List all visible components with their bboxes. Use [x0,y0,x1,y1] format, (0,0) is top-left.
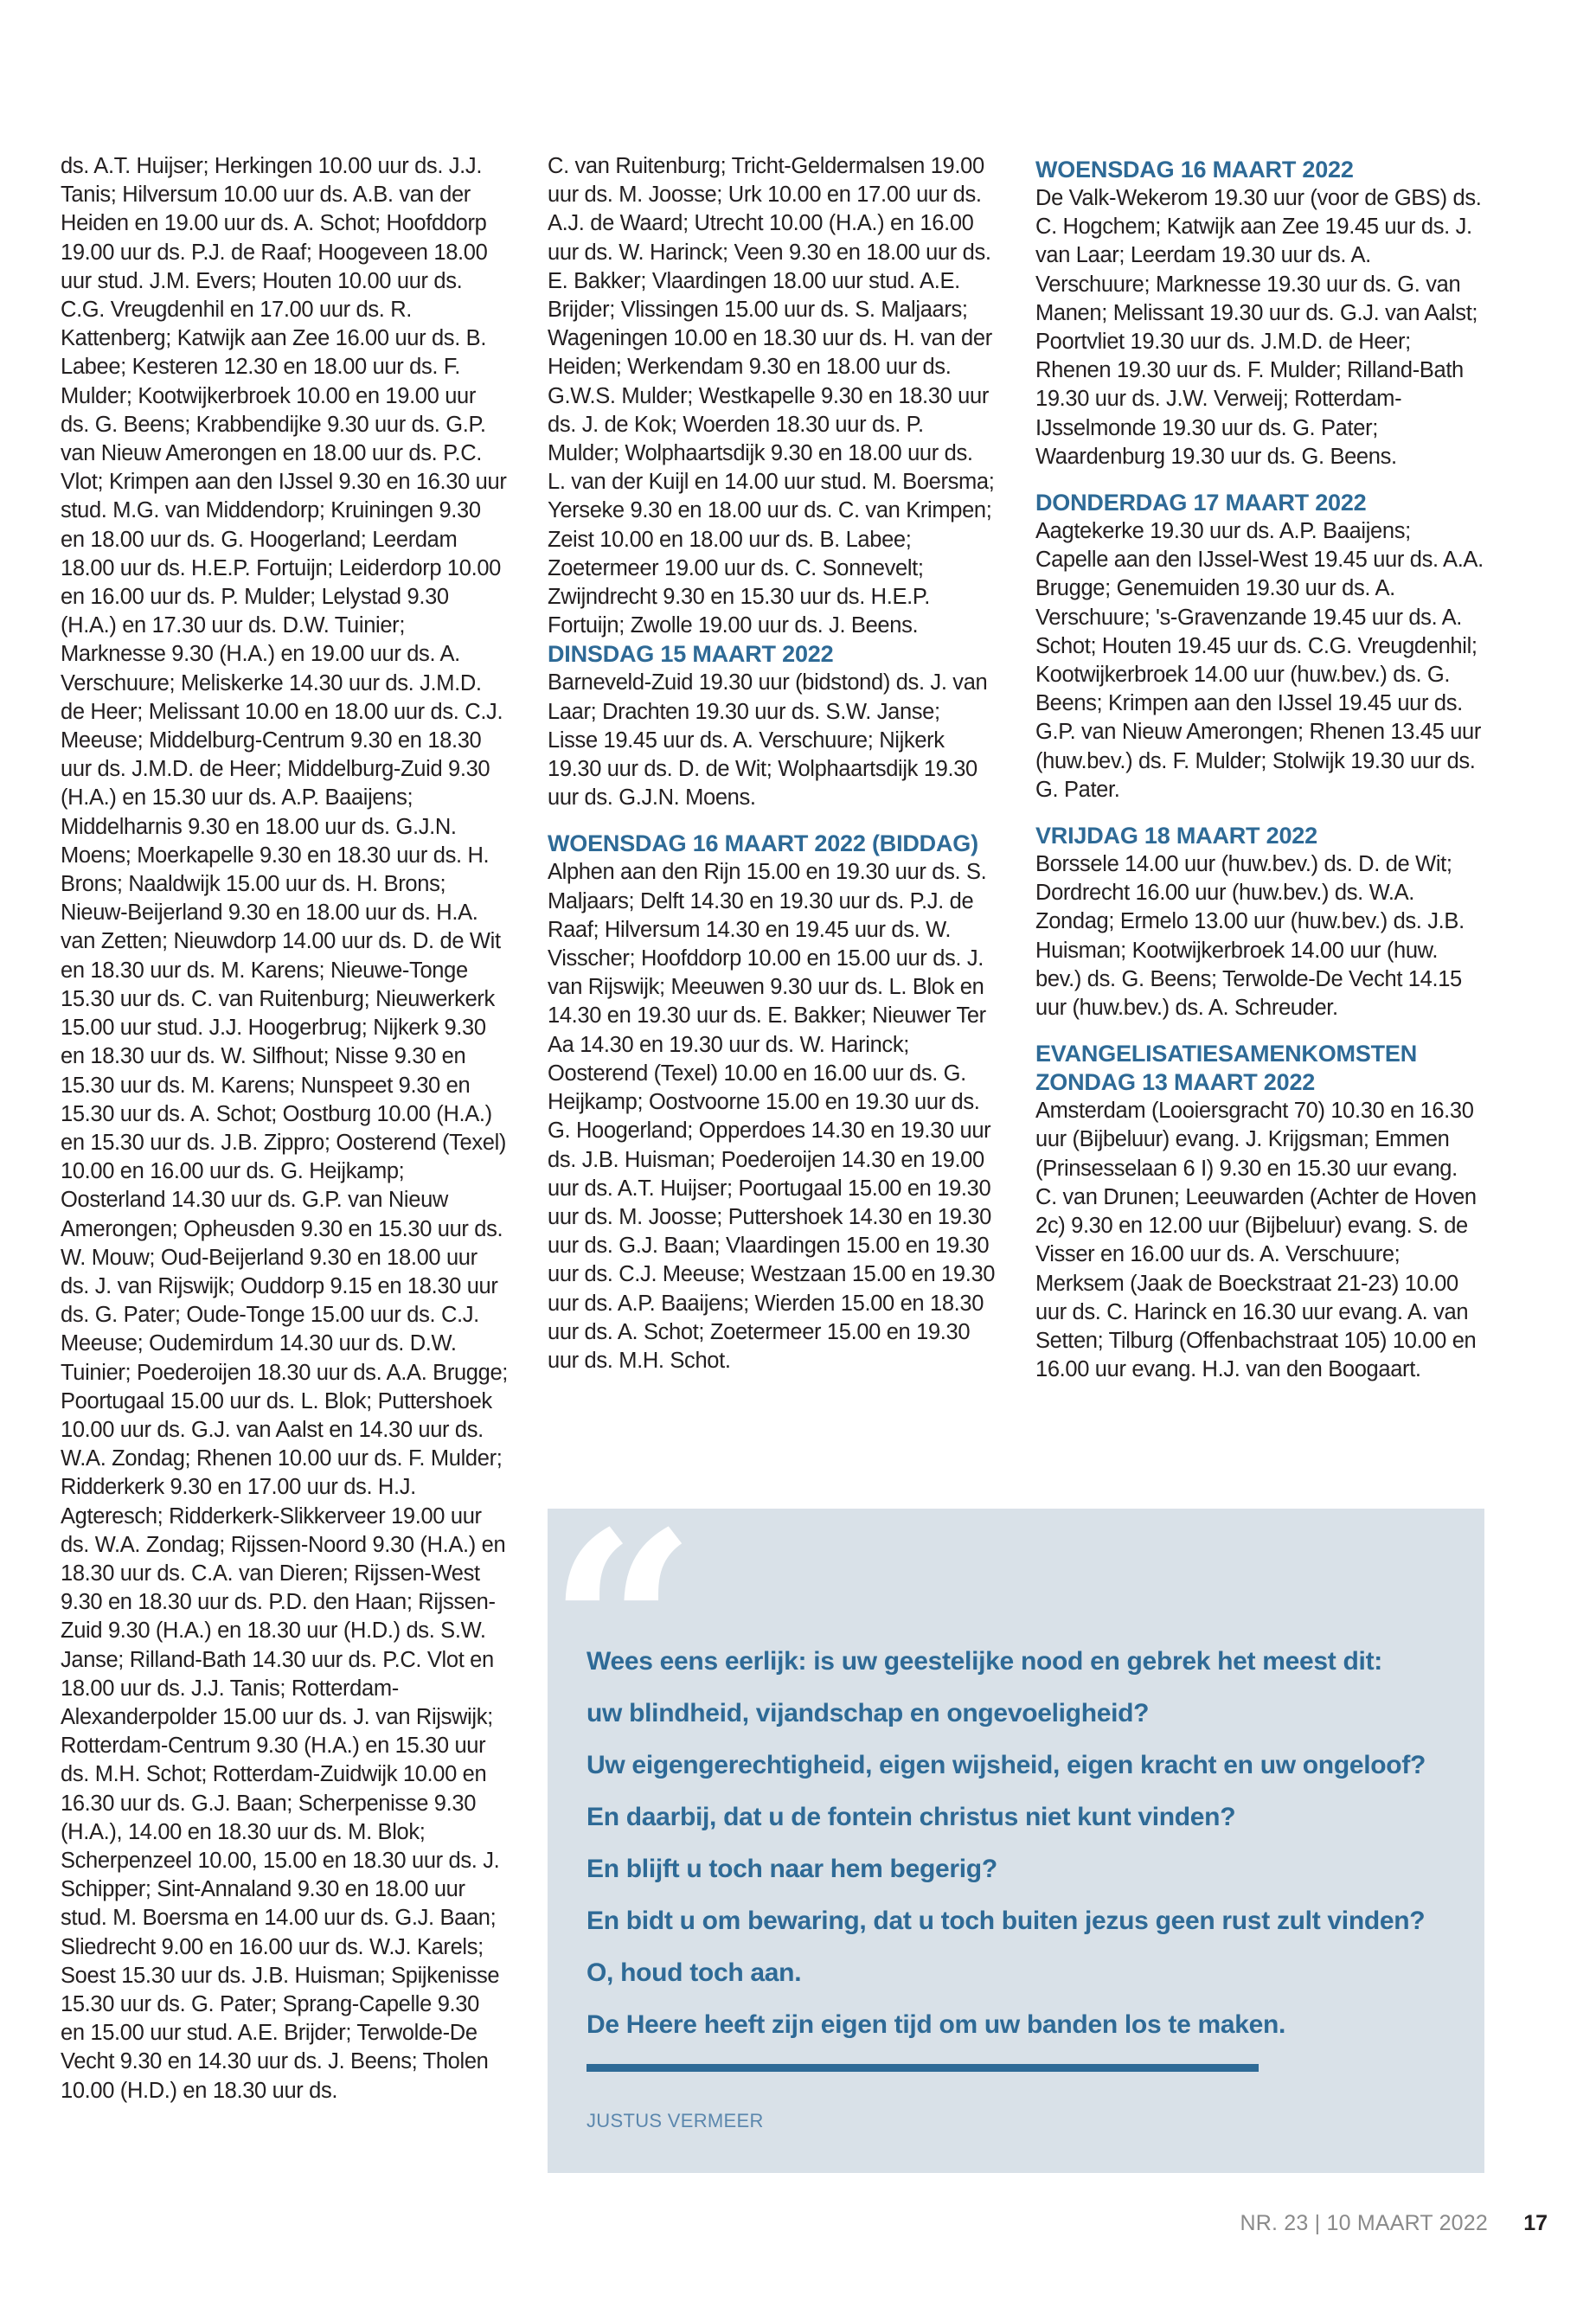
section-heading: EVANGELISATIESAMENKOMSTEN ZONDAG 13 MAART 2022 [1035,1041,1418,1096]
quote-mark-icon: “ [548,1475,697,1780]
section-heading: DONDERDAG 17 MAART 2022 [1035,490,1367,516]
section-text: Barneveld-Zuid 19.30 uur (bidstond) ds. J. van Laar; Drachten 19.30 uur ds. S.W. Janse; Lisse 19.45 uur ds. A. Verschuure; Nijkerk 19.30 uur ds. D. de Wit; Wolphaartsdijk 19.30 uur ds. G.J.N. Moens. [548,670,988,811]
section-woensdag-16-maart [1035,156,1484,471]
column-3 [1035,156,1484,1401]
section-text: Aagtekerke 19.30 uur ds. A.P. Baaijens; Capelle aan den IJssel-West 19.45 uur ds. A.A. Brugge; Genemuiden 19.30 uur ds. A. Verschuure; 's-Gravenzande 19.45 uur ds. A. Schot; Houten 19.45 uur ds. C.G. Vreugdenhil; Kootwijkerbroek 14.00 uur (huw.bev.) ds. G. Beens; Krimpen aan den IJssel 19.45 uur ds. G.P. van Nieuw Amerongen; Rhenen 13.45 uur (huw.bev.) ds. F. Mulder; Stolwijk 19.30 uur ds. G. Pater. [1035,519,1484,802]
section-text: Borssele 14.00 uur (huw.bev.) ds. D. de Wit; Dordrecht 16.00 uur (huw.bev.) ds. W.A. Zondag; Ermelo 13.00 uur (huw.bev.) ds. J.B. Huisman; Kootwijkerbroek 14.00 uur (huw. bev.) ds. G. Beens; Terwolde-De Vecht 14.15 uur (huw.bev.) ds. A. Schreuder. [1035,852,1465,1021]
quote-line: De Heere heeft zijn eigen tijd om uw banden los te maken. [586,2010,1286,2039]
section-text: De Valk-Wekerom 19.30 uur (voor de GBS) ds. C. Hogchem; Katwijk aan Zee 19.45 uur ds. J. van Laar; Leerdam 19.30 uur ds. A. Verschuure; Marknesse 19.30 uur ds. G. van Manen; Melissant 19.30 uur ds. G.J. van Aalst; Poortvliet 19.30 uur ds. J.M.D. de Heer; Rhenen 19.30 uur ds. F. Mulder; Rilland-Bath 19.30 uur ds. J.W. Verweij; Rotterdam-IJsselmonde 19.30 uur ds. G. Pater; Waardenburg 19.30 uur ds. G. Beens. [1035,186,1482,469]
column-1-text: ds. A.T. Huijser; Herkingen 10.00 uur ds. J.J. Tanis; Hilversum 10.00 uur ds. A.B. van der Heiden en 19.00 uur ds. A. Schot; Hoofddorp 19.00 uur ds. P.J. de Raaf; Hoogeveen 18.00 uur stud. J.M. Evers; Houten 10.00 uur ds. C.G. Vreugdenhil en 17.00 uur ds. R. Kattenberg; Katwijk aan Zee 16.00 uur ds. B. Labee; Kesteren 12.30 en 18.00 uur ds. F. Mulder; Kootwijkerbroek 10.00 en 19.00 uur ds. G. Beens; Krabbendijke 9.30 uur ds. G.P. van Nieuw Amerongen en 18.00 uur ds. P.C. Vlot; Krimpen aan den IJssel 9.30 en 16.30 uur stud. M.G. van Middendorp; Kruiningen 9.30 en 18.00 uur ds. G. Hoogerland; Leerdam 18.00 uur ds. H.E.P. Fortuijn; Leiderdorp 10.00 en 16.00 uur ds. P. Mulder; Lelystad 9.30 (H.A.) en 17.30 uur ds. D.W. Tuinier; Marknesse 9.30 (H.A.) en 19.00 uur ds. A. Verschuure; Meliskerke 14.30 uur ds. J.M.D. de Heer; Melissant 10.00 en 18.00 uur ds. C.J. Meeuse; Middelburg-Centrum 9.30 en 18.30 uur ds. J.M.D. de Heer; Middelburg-Zuid 9.30 (H.A.) en 15.30 uur ds. A.P. Baaijens; Middelharnis 9.30 en 18.00 uur ds. G.J.N. Moens; Moerkapelle 9.30 en 18.30 uur ds. H. Brons; Naaldwijk 15.00 uur ds. H. Brons; Nieuw-Beijerland 9.30 en 18.00 uur ds. H.A. van Zetten; Nieuwdorp 14.00 uur ds. D. de Wit en 18.30 uur ds. M. Karens; Nieuwe-Tonge 15.30 uur ds. C. van Ruitenburg; Nieuwerkerk 15.00 uur stud. J.J. Hoogerbrug; Nijkerk 9.30 en 18.30 uur ds. W. Silfhout; Nisse 9.30 en 15.30 uur ds. M. Karens; Nunspeet 9.30 en 15.30 uur ds. A. Schot; Oostburg 10.00 (H.A.) en 15.30 uur ds. J.B. Zippro; Oosterend (Texel) 10.00 en 16.00 uur ds. G. Heijkamp; Oosterland 14.30 uur ds. G.P. van Nieuw Amerongen; Opheusden 9.30 en 15.30 uur ds. W. Mouw; Oud-Beijerland 9.30 en 18.00 uur ds. J. van Rijswijk; Ouddorp 9.15 en 18.30 uur ds. G. Pater; Oude-Tonge 15.00 uur ds. C.J. Meeuse; Oudemirdum 14.30 uur ds. D.W. Tuinier; Poederoijen 18.30 uur ds. A.A. Brugge; Poortugaal 15.00 uur ds. L. Blok; Puttershoek 10.00 uur ds. G.J. van Aalst en 14.30 uur ds. W.A. Zondag; Rhenen 10.00 uur ds. F. Mulder; Ridderkerk 9.30 en 17.00 uur ds. H.J. Agteresch; Ridderkerk-Slikkerveer 19.00 uur ds. W.A. Zondag; Rijssen-Noord 9.30 (H.A.) en 18.30 uur ds. C.A. van Dieren; Rijssen-West 9.30 en 18.30 uur ds. P.D. den Haan; Rijssen-Zuid 9.30 (H.A.) en 18.30 uur (H.D.) ds. S.W. Janse; Rilland-Bath 14.30 uur ds. P.C. Vlot en 18.00 uur ds. J.J. Tanis; Rotterdam-Alexanderpolder 15.00 uur ds. J. van Rijswijk; Rotterdam-Centrum 9.30 (H.A.) en 15.30 uur ds. M.H. Schot; Rotterdam-Zuidwijk 10.00 en 16.30 uur ds. G.J. Baan; Scherpenisse 9.30 (H.A.), 14.00 en 18.30 uur ds. M. Blok; Scherpenzeel 10.00, 15.00 en 18.30 uur ds. J. Schipper; Sint-Annaland 9.30 en 18.00 uur stud. M. Boersma en 14.00 uur ds. G.J. Baan; Sliedrecht 9.00 en 16.00 uur ds. W.J. Karels; Soest 15.30 uur ds. J.B. Huisman; Spijkenisse 15.30 uur ds. G. Pater; Sprang-Capelle 9.30 en 15.00 uur stud. A.E. Brijder; Terwolde-De Vecht 9.30 en 14.30 uur ds. J. Beens; Tholen 10.00 (H.D.) en 18.30 uur ds. [61,154,509,2103]
quote-line: En blijft u toch naar hem begerig? [586,1855,997,1883]
section-heading: WOENSDAG 16 MAART 2022 [1035,157,1354,183]
section-heading: WOENSDAG 16 MAART 2022 (BIDDAG) [548,830,978,857]
page-number: 17 [1523,2211,1548,2235]
section-heading: VRIJDAG 18 MAART 2022 [1035,823,1317,849]
section-heading: DINSDAG 15 MAART 2022 [548,641,834,668]
section-dinsdag-15-maart [548,640,996,812]
column-2-intro-text: C. van Ruitenburg; Tricht-Geldermalsen 19.00 uur ds. M. Joosse; Urk 10.00 en 17.00 uur ds. A.J. de Waard; Utrecht 10.00 (H.A.) en 16.00 uur ds. W. Harinck; Veen 9.30 en 18.00 uur ds. E. Bakker; Vlaardingen 18.00 uur stud. A.E. Brijder; Vlissingen 15.00 uur ds. S. Maljaars; Wageningen 10.00 en 18.30 uur ds. H. van der Heiden; Werkendam 9.30 en 18.00 uur ds. G.W.S. Mulder; Westkapelle 9.30 en 18.30 uur ds. J. de Kok; Woerden 18.30 uur ds. P. Mulder; Wolphaartsdijk 9.30 en 18.00 uur ds. L. van der Kuijl en 14.00 uur stud. M. Boersma; Yerseke 9.30 en 18.00 uur ds. C. van Krimpen; Zeist 10.00 en 18.00 uur ds. B. Labee; Zoetermeer 19.00 uur ds. C. Sonnevelt; Zwijndrecht 9.30 en 15.30 uur ds. H.E.P. Fortuijn; Zwolle 19.00 uur ds. J. Beens. [548,154,995,638]
section-woensdag-16-maart-biddag [548,830,996,1375]
section-donderdag-17-maart [1035,489,1484,804]
column-1 [61,152,509,2106]
section-evangelisatiesamenkomsten [1035,1040,1484,1384]
section-text: Amsterdam (Looiersgracht 70) 10.30 en 16.30 uur (Bijbeluur) evang. J. Krijgsman; Emmen (Prinsesselaan 6 I) 9.30 en 15.30 uur evang. C. van Drunen; Leeuwarden (Achter de Hoven 2c) 9.30 en 12.00 uur (Bijbeluur) evang. S. de Visser en 16.00 uur ds. A. Verschuure; Merksem (Jaak de Boeckstraat 21-23) 10.00 uur ds. C. Harinck en 16.30 uur evang. A. van Setten; Tilburg (Offenbachstraat 105) 10.00 en 16.00 uur evang. H.J. van den Boogaart. [1035,1099,1477,1382]
quote-box [548,1475,1484,2173]
quote-line: En daarbij, dat u de fontein christus niet kunt vinden? [586,1803,1236,1831]
quote-line: En bidt u om bewaring, dat u toch buiten jezus geen rust zult vinden? [586,1907,1426,1935]
quote-line: Uw eigengerechtigheid, eigen wijsheid, eigen kracht en uw ongeloof? [586,1751,1426,1779]
column-2 [548,152,996,1393]
quote-divider [586,2064,1259,2072]
quote-line: Wees eens eerlijk: is uw geestelijke nood en gebrek het meest dit: [586,1647,1382,1676]
footer-issue: NR. 23 | 10 MAART 2022 [1240,2211,1488,2235]
section-vrijdag-18-maart [1035,822,1484,1022]
quote-author: JUSTUS VERMEER [586,2110,764,2131]
quote-line: O, houd toch aan. [586,1958,802,1987]
quote-line: uw blindheid, vijandschap en ongevoeligheid? [586,1699,1150,1727]
section-text: Alphen aan den Rijn 15.00 en 19.30 uur ds. S. Maljaars; Delft 14.30 en 19.30 uur ds. P.J. de Raaf; Hilversum 14.30 en 19.45 uur ds. W. Visscher; Hoofddorp 10.00 en 15.00 uur ds. J. van Rijswijk; Meeuwen 9.30 uur ds. L. Blok en 14.30 en 19.30 uur ds. E. Bakker; Nieuwer Ter Aa 14.30 en 19.30 uur ds. W. Harinck; Oosterend (Texel) 10.00 en 16.00 uur ds. G. Heijkamp; Oostvoorne 15.00 en 19.30 uur ds. G. Hoogerland; Opperdoes 14.30 en 19.30 uur ds. J.B. Huisman; Poederoijen 14.30 en 19.00 uur ds. A.T. Huijser; Poortugaal 15.00 en 19.30 uur ds. M. Joosse; Puttershoek 14.30 en 19.30 uur ds. G.J. Baan; Vlaardingen 15.00 en 19.30 uur ds. C.J. Meeuse; Westzaan 15.00 en 19.30 uur ds. A.P. Baaijens; Wierden 15.00 en 18.30 uur ds. A. Schot; Zoetermeer 15.00 en 19.30 uur ds. M.H. Schot. [548,860,996,1373]
quote-text [586,1636,1452,2051]
